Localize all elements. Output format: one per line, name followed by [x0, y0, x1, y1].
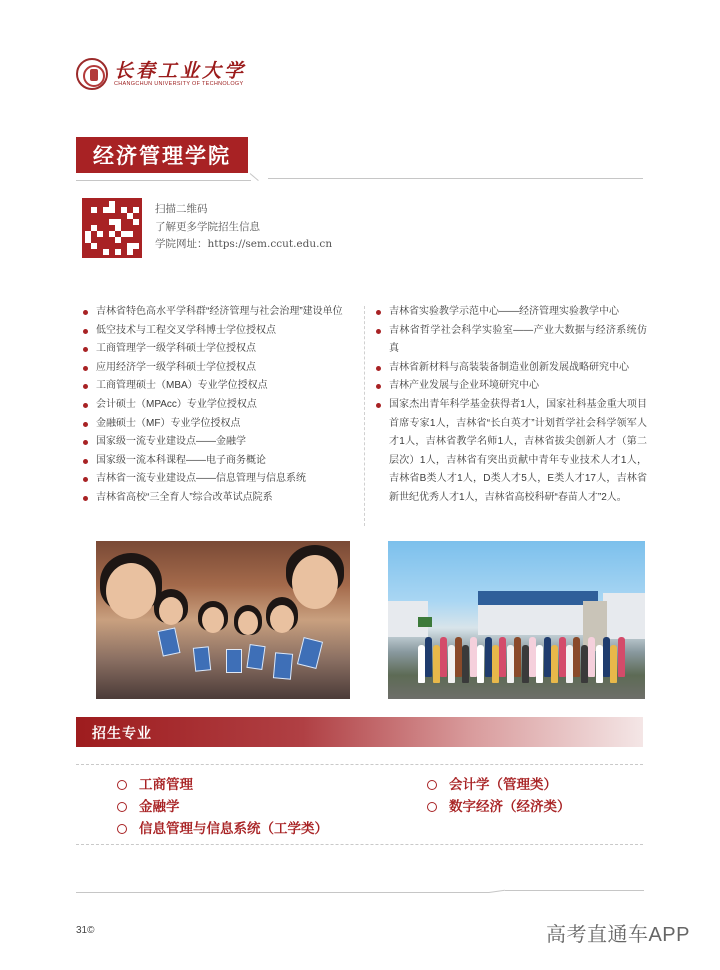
qr-code-pattern: [85, 201, 139, 255]
crowd-person: [477, 645, 484, 683]
crowd-person: [499, 637, 506, 677]
list-item: 国家级一流专业建设点——金融学: [82, 433, 362, 452]
crowd-person: [536, 645, 543, 683]
majors-divider-top: [76, 764, 643, 765]
title-rule-left: [76, 180, 251, 181]
majors-list-right: [425, 774, 571, 818]
crowd-person: [433, 645, 440, 683]
list-item: 国家级一流本科课程——电子商务概论: [82, 452, 362, 471]
major-item: 金融学: [115, 796, 328, 818]
qr-code-icon: [82, 198, 142, 258]
list-item: 国家杰出青年科学基金获得者1人，国家社科基金重大项目首席专家1人，吉林省“长白英才”计划哲学社会科学领军人才1人，吉林省教学名师1人，吉林省拔尖创新人才（第二层次）1人，吉林省有突出贡献中青年专业技术人才1人，吉林省B类人才1人，D类人才5人，E类人才17人，吉林省新世纪优秀人才1人，吉林省高校科研“春苗人才”2人。: [375, 396, 647, 508]
crowd-person: [581, 645, 588, 683]
footer-rule-left: [76, 892, 489, 893]
university-wordmark: [114, 61, 246, 87]
crowd-person: [618, 637, 625, 677]
column-divider: [364, 306, 365, 526]
qr-info-line-scan: 扫描二维码: [155, 203, 208, 215]
list-item: 低空技术与工程交叉学科博士学位授权点: [82, 322, 362, 341]
college-building-group-photo: [388, 541, 645, 699]
university-name-en: CHANGCHUN UNIVERSITY OF TECHNOLOGY: [114, 81, 244, 87]
crowd-person: [492, 645, 499, 683]
crowd-person: [485, 637, 492, 677]
list-item: 吉林省新材料与高装装备制造业创新发展战略研究中心: [375, 359, 647, 378]
crowd-person: [425, 637, 432, 677]
crowd-person: [566, 645, 573, 683]
crowd-person: [551, 645, 558, 683]
list-item: 吉林产业发展与企业环境研究中心: [375, 377, 647, 396]
list-item: 吉林省一流专业建设点——信息管理与信息系统: [82, 470, 362, 489]
crowd-person: [596, 645, 603, 683]
page-number: 31©: [76, 925, 95, 936]
crowd-person: [462, 645, 469, 683]
title-rule-right: [268, 178, 643, 179]
admissions-band: [76, 717, 643, 747]
highlights-list-left: [82, 303, 362, 508]
crowd-person: [507, 645, 514, 683]
list-item: 会计硕士（MPAcc）专业学位授权点: [82, 396, 362, 415]
crowd-person: [610, 645, 617, 683]
major-item: 数字经济（经济类）: [425, 796, 571, 818]
crowd-person: [603, 637, 610, 677]
college-title: 经济管理学院: [76, 137, 248, 173]
crowd-person: [514, 637, 521, 677]
crowd-person: [588, 637, 595, 677]
list-item: 吉林省实验教学示范中心——经济管理实验教学中心: [375, 303, 647, 322]
list-item: 金融硕士（MF）专业学位授权点: [82, 415, 362, 434]
footer-rule-slant: [489, 890, 505, 893]
list-item: 工商管理学一级学科硕士学位授权点: [82, 340, 362, 359]
university-logo: [76, 58, 246, 90]
qr-info: [155, 201, 332, 254]
list-item: 吉林省特色高水平学科群“经济管理与社会治理”建设单位: [82, 303, 362, 322]
crowd-person: [470, 637, 477, 677]
qr-info-line-more: 了解更多学院招生信息: [155, 220, 260, 233]
list-item: 吉林省高校“三全育人”综合改革试点院系: [82, 489, 362, 508]
university-name-cn: 长春工业大学: [114, 60, 247, 82]
crowd-person: [544, 637, 551, 677]
crowd-person: [440, 637, 447, 677]
major-item: 信息管理与信息系统（工学类）: [115, 818, 328, 840]
page-number-value: 31: [76, 925, 88, 936]
highlights-list-right: [375, 303, 647, 508]
qr-info-line-website[interactable]: 学院网址：https://sem.ccut.edu.cn: [155, 238, 333, 250]
footer-rule-right: [505, 890, 644, 891]
students-group-photo: [96, 541, 350, 699]
title-rule-slant: [250, 173, 259, 181]
crowd-person: [529, 637, 536, 677]
list-item: 吉林省哲学社会科学实验室——产业大数据与经济系统仿真: [375, 322, 647, 359]
university-seal-icon: [76, 58, 108, 90]
list-item: 应用经济学一级学科硕士学位授权点: [82, 359, 362, 378]
crowd-person: [522, 645, 529, 683]
crowd-person: [455, 637, 462, 677]
watermark: 高考直通车APP: [545, 924, 690, 946]
major-item: 会计学（管理类）: [425, 774, 571, 796]
majors-divider-bottom: [76, 844, 643, 845]
major-item: 工商管理: [115, 774, 328, 796]
list-item: 工商管理硕士（MBA）专业学位授权点: [82, 377, 362, 396]
admissions-label: 招生专业: [92, 725, 152, 741]
crowd-person: [573, 637, 580, 677]
crowd-person: [418, 645, 425, 683]
crowd-person: [559, 637, 566, 677]
crowd-person: [448, 645, 455, 683]
majors-list-left: [115, 774, 328, 840]
